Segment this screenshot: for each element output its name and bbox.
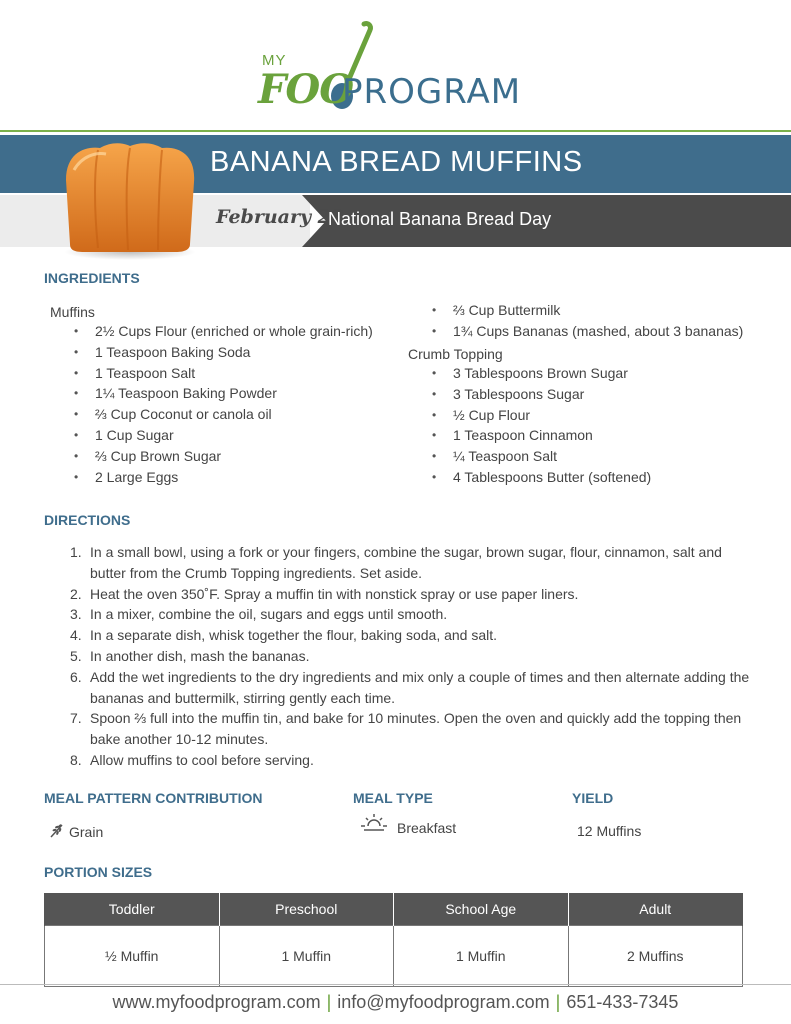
crumb-topping-group-label: Crumb Topping xyxy=(408,346,503,362)
column-header-preschool: Preschool xyxy=(219,893,394,926)
list-item: • ¼ Teaspoon Salt xyxy=(424,446,651,467)
list-item: • ⅔ Cup Brown Sugar xyxy=(66,446,373,467)
list-item: • 3 Tablespoons Brown Sugar xyxy=(424,363,651,384)
portion-preschool: 1 Muffin xyxy=(219,926,394,987)
footer-email-link[interactable]: info@myfoodprogram.com xyxy=(337,992,550,1012)
muffins-ingredient-list-continued xyxy=(424,300,743,342)
column-header-adult: Adult xyxy=(568,893,743,926)
list-item: • 2 Large Eggs xyxy=(66,467,373,488)
recipe-date: February 23 xyxy=(216,206,345,228)
footer-contact xyxy=(0,992,791,1013)
column-header-toddler: Toddler xyxy=(45,893,220,926)
footer-website-link[interactable]: www.myfoodprogram.com xyxy=(112,992,321,1012)
list-item: • ⅔ Cup Coconut or canola oil xyxy=(66,404,373,425)
list-item: • 1 Teaspoon Cinnamon xyxy=(424,425,651,446)
portion-sizes-table xyxy=(44,893,743,987)
direction-step: 6. Add the wet ingredients to the dry ingredients and mix only a couple of times and then alternate adding the bananas and buttermilk, stirring gently each time. xyxy=(70,668,750,706)
portion-adult: 2 Muffins xyxy=(568,926,743,987)
portion-sizes-heading: PORTION SIZES xyxy=(44,864,153,880)
list-item: • ½ Cup Flour xyxy=(424,405,651,426)
column-header-school-age: School Age xyxy=(394,893,569,926)
yield-heading: YIELD xyxy=(572,790,614,806)
meal-type-heading: MEAL TYPE xyxy=(353,790,433,806)
logo-program-text: PROGRAM xyxy=(342,72,522,112)
meal-pattern-heading: MEAL PATTERN CONTRIBUTION xyxy=(44,790,263,806)
portion-toddler: ½ Muffin xyxy=(45,926,220,987)
meal-type-value: Breakfast xyxy=(397,820,457,836)
occasion-text: National Banana Bread Day xyxy=(328,209,552,229)
wheat-icon xyxy=(49,822,65,838)
direction-step: 3. In a mixer, combine the oil, sugars and eggs until smooth. xyxy=(70,606,448,623)
table-row xyxy=(45,926,743,987)
sunrise-icon xyxy=(360,813,388,833)
footer-separator: | xyxy=(326,992,332,1012)
direction-step: 4. In a separate dish, whisk together the flour, baking soda, and salt. xyxy=(70,627,498,644)
muffins-ingredient-list xyxy=(66,321,373,487)
direction-step: 7. Spoon ⅔ full into the muffin tin, and bake for 10 minutes. Open the oven and quickly add the topping then bake another 10-12 minutes. xyxy=(70,710,742,748)
direction-step: 1. In a small bowl, using a fork or your fingers, combine the sugar, brown sugar, flour, cinnamon, salt and butter from the Crumb Topping ingredients. Set aside. xyxy=(70,544,722,581)
footer-phone: 651-433-7345 xyxy=(566,992,679,1012)
footer-separator: | xyxy=(555,992,561,1012)
directions-heading: DIRECTIONS xyxy=(44,512,131,528)
list-item: • 4 Tablespoons Butter (softened) xyxy=(424,467,651,488)
ingredients-heading: INGREDIENTS xyxy=(44,270,140,286)
yield-value: 12 Muffins xyxy=(577,823,642,839)
list-item: • 2½ Cups Flour (enriched or whole grain-rich) xyxy=(66,321,373,342)
recipe-title: BANANA BREAD MUFFINS xyxy=(210,146,583,178)
direction-step: 5. In another dish, mash the bananas. xyxy=(70,647,310,664)
direction-step: 8. Allow muffins to cool before serving. xyxy=(70,751,314,768)
list-item: • 3 Tablespoons Sugar xyxy=(424,384,651,405)
brand-logo xyxy=(256,20,546,112)
portion-school-age: 1 Muffin xyxy=(394,926,569,987)
bread-loaf-icon xyxy=(56,140,204,260)
logo-food-text: FOO xyxy=(258,66,354,113)
list-item: • 1¾ Cups Bananas (mashed, about 3 bananas) xyxy=(424,321,743,342)
crumb-topping-ingredient-list xyxy=(424,363,651,488)
list-item: • 1 Teaspoon Baking Soda xyxy=(66,342,373,363)
direction-step: 2. Heat the oven 350˚F. Spray a muffin tin with nonstick spray or use paper liners. xyxy=(70,585,579,602)
list-item: • 1 Cup Sugar xyxy=(66,425,373,446)
top-divider xyxy=(0,130,791,132)
directions-list xyxy=(70,542,750,771)
logo-my-text: MY xyxy=(262,52,287,69)
list-item: • 1¼ Teaspoon Baking Powder xyxy=(66,383,373,404)
list-item: • 1 Teaspoon Salt xyxy=(66,363,373,384)
meal-pattern-value: Grain xyxy=(69,824,104,840)
list-item: • ⅔ Cup Buttermilk xyxy=(424,300,743,321)
table-header-row xyxy=(45,893,743,926)
footer-divider xyxy=(0,984,791,985)
muffins-group-label: Muffins xyxy=(50,304,95,320)
